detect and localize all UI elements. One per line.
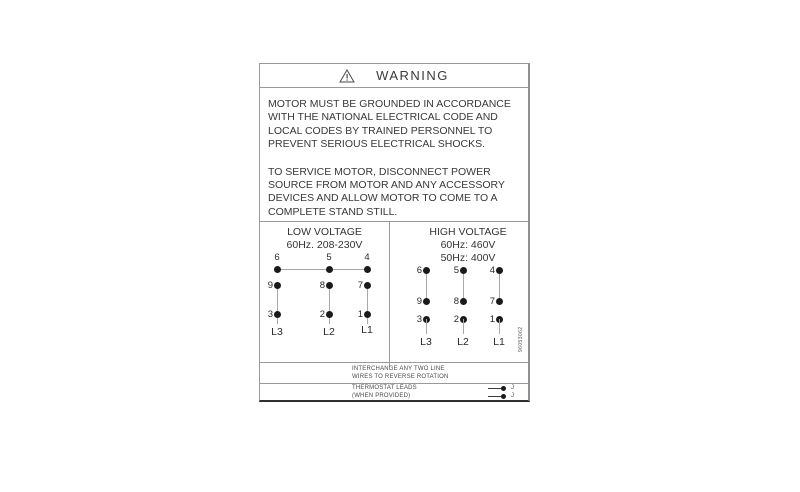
- high-voltage-subtitle-50hz: 50Hz: 400V: [440, 252, 496, 264]
- notice-line: LOCAL CODES BY TRAINED PERSONNEL TO: [268, 124, 493, 137]
- when-provided-label: (WHEN PROVIDED): [352, 393, 411, 399]
- series-wire-4-7: [499, 270, 500, 301]
- series-wire-5-8: [463, 270, 464, 301]
- thermostat-lead-dot-icon: [501, 386, 506, 391]
- phase-wire-l2: [463, 319, 464, 334]
- rotation-note-line1: INTERCHANGE ANY TWO LINE: [352, 366, 445, 372]
- notice-line: SOURCE FROM MOTOR AND ANY ACCESSORY: [268, 179, 505, 192]
- phase-label-l2: L2: [323, 326, 335, 338]
- terminal-number-4: 4: [364, 252, 370, 263]
- phase-wire-l3: [277, 285, 278, 324]
- terminal-number-9: 9: [267, 280, 273, 291]
- warning-triangle-icon: [339, 69, 355, 83]
- terminal-number-7: 7: [357, 280, 363, 291]
- phase-wire-l3: [426, 319, 427, 334]
- rotation-note-row: [260, 363, 528, 384]
- notice-line: COMPLETE STAND STILL.: [268, 205, 398, 218]
- terminal-number-8: 8: [453, 296, 459, 307]
- terminal-dot-2: [326, 311, 333, 318]
- terminal-dot-6: [423, 267, 430, 274]
- phase-wire-l1: [367, 285, 368, 324]
- phase-label-l1: L1: [361, 324, 373, 336]
- terminal-number-1: 1: [357, 309, 363, 320]
- notice-line: PREVENT SERIOUS ELECTRICAL SHOCKS.: [268, 138, 486, 151]
- terminal-dot-7: [364, 282, 371, 289]
- phase-label-l3: L3: [271, 326, 283, 338]
- terminal-dot-8: [326, 282, 333, 289]
- terminal-number-1: 1: [489, 314, 495, 325]
- terminal-number-2: 2: [453, 314, 459, 325]
- terminal-number-3: 3: [267, 309, 273, 320]
- bus-wire: [277, 269, 368, 270]
- terminal-number-6: 6: [416, 265, 422, 276]
- wiring-diagrams: [260, 222, 528, 363]
- terminal-number-9: 9: [416, 296, 422, 307]
- warning-title: WARNING: [376, 68, 449, 83]
- high-voltage-subtitle-60hz: 60Hz: 460V: [440, 239, 496, 251]
- motor-wiring-label: [259, 63, 530, 402]
- terminal-dot-4: [496, 267, 503, 274]
- notice-line: DEVICES AND ALLOW MOTOR TO COME TO A: [268, 192, 498, 205]
- terminal-dot-6: [274, 266, 281, 273]
- terminal-number-6: 6: [274, 252, 280, 263]
- terminal-dot-3: [274, 311, 281, 318]
- notice-line: MOTOR MUST BE GROUNDED IN ACCORDANCE: [268, 98, 511, 110]
- phase-wire-l1: [499, 319, 500, 334]
- low-voltage-subtitle: 60Hz. 208-230V: [286, 239, 363, 251]
- terminal-dot-1: [364, 311, 371, 318]
- terminal-number-3: 3: [416, 314, 422, 325]
- thermostat-lead-tag: J: [511, 393, 514, 399]
- phase-wire-l2: [329, 285, 330, 324]
- notice-line: TO SERVICE MOTOR, DISCONNECT POWER: [268, 165, 491, 178]
- terminal-dot-8: [460, 298, 467, 305]
- notice-line: WITH THE NATIONAL ELECTRICAL CODE AND: [268, 111, 498, 124]
- series-wire-6-9: [426, 270, 427, 301]
- terminal-dot-5: [326, 266, 333, 273]
- service-paragraph: [268, 166, 522, 220]
- low-voltage-diagram: [260, 222, 389, 363]
- thermostat-row: [260, 384, 528, 400]
- label-part-number: 96053062: [518, 326, 524, 352]
- terminal-number-2: 2: [319, 309, 325, 320]
- phase-label-l3: L3: [420, 336, 432, 348]
- thermostat-leads-label: THERMOSTAT LEADS: [352, 385, 417, 391]
- terminal-dot-7: [496, 298, 503, 305]
- rotation-note-line2: WIRES TO REVERSE ROTATION: [352, 374, 449, 380]
- terminal-dot-5: [460, 267, 467, 274]
- phase-label-l1: L1: [493, 336, 505, 348]
- low-voltage-title: LOW VOLTAGE: [287, 226, 362, 238]
- high-voltage-diagram: [390, 222, 528, 363]
- safety-notice: [260, 88, 528, 222]
- warning-header: [260, 64, 528, 88]
- terminal-number-5: 5: [326, 252, 332, 263]
- terminal-dot-4: [364, 266, 371, 273]
- terminal-dot-9: [423, 298, 430, 305]
- terminal-number-7: 7: [489, 296, 495, 307]
- phase-label-l2: L2: [457, 336, 469, 348]
- terminal-number-8: 8: [319, 280, 325, 291]
- high-voltage-title: HIGH VOLTAGE: [429, 226, 507, 238]
- thermostat-lead-dot-icon: [501, 394, 506, 399]
- grounding-paragraph: [268, 98, 522, 152]
- thermostat-lead-tag: J: [511, 385, 514, 391]
- terminal-dot-9: [274, 282, 281, 289]
- terminal-number-5: 5: [453, 265, 459, 276]
- terminal-number-4: 4: [489, 265, 495, 276]
